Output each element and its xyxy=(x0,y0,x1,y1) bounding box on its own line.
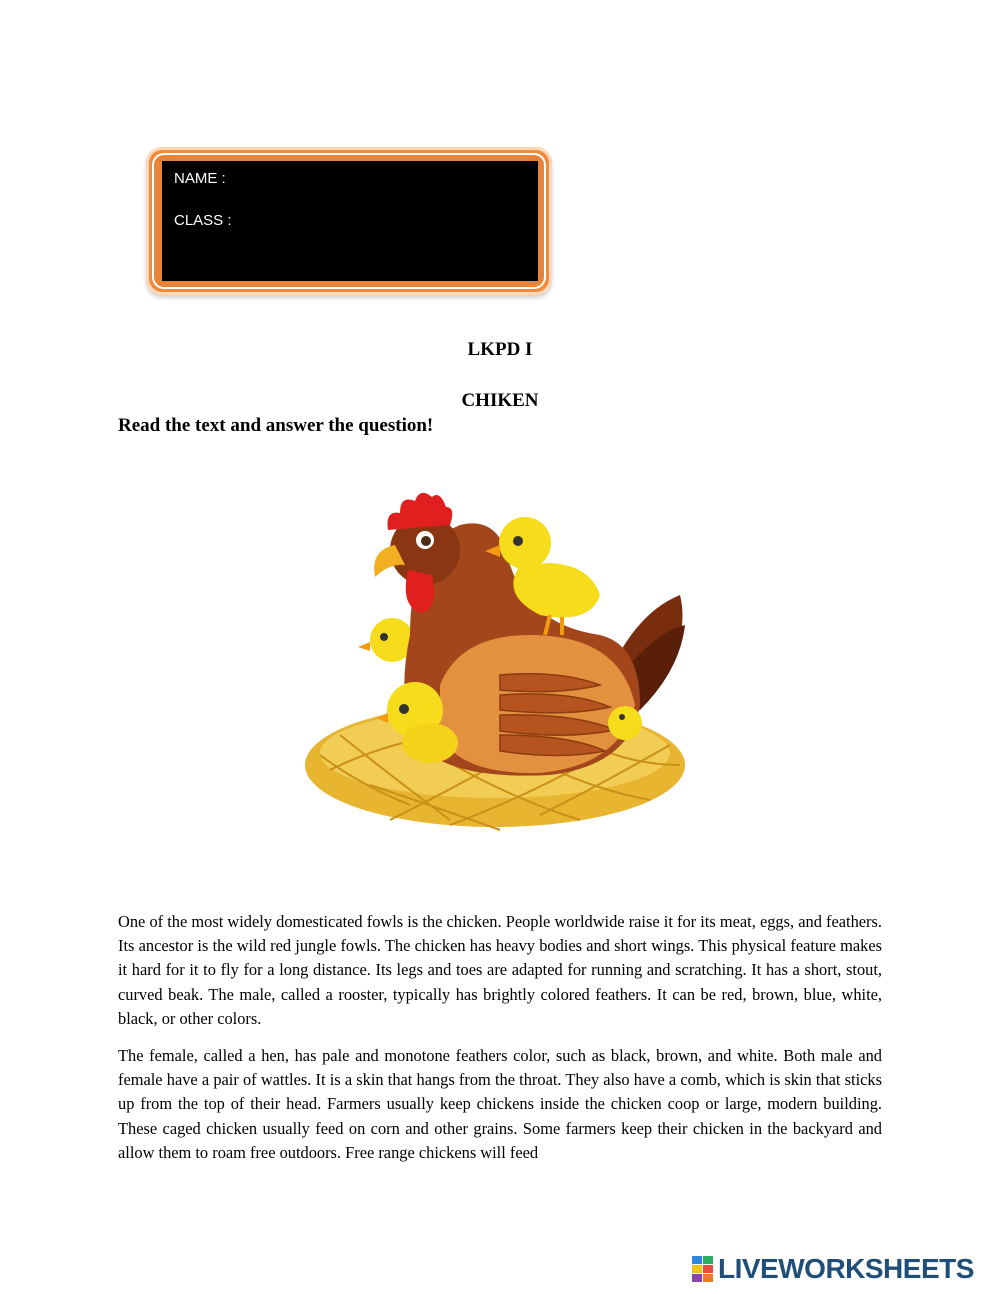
liveworksheets-logo-text: LIVEWORKSHEETS xyxy=(718,1253,974,1284)
liveworksheets-logo xyxy=(692,1253,974,1285)
reading-paragraph-1: One of the most widely domesticated fowls is the chicken. People worldwide raise it for its meat, eggs, and feathers. Its ancestor is the wild red jungle fowls. The chicken has heavy bodies and short wings. This physical feature makes it hard for it to fly for a long distance. Its legs and toes are adapted for running and scratching. It has a short, stout, curved beak. The male, called a rooster, typically has brightly colored feathers. It can be red, brown, blue, white, black, or other colors. xyxy=(118,912,882,1028)
name-label: NAME : xyxy=(174,170,226,187)
page-title: LKPD I xyxy=(467,339,533,360)
class-label: CLASS : xyxy=(174,212,232,229)
page-subtitle: CHIKEN xyxy=(461,390,539,411)
instruction-text: Read the text and answer the question! xyxy=(118,415,434,436)
hen-illustration xyxy=(300,485,700,855)
reading-paragraph-2: The female, called a hen, has pale and monotone feathers color, such as black, brown, and white. Both male and female have a pair of wattles. It is a skin that hangs from the throat. They also have a comb, which is skin that sticks up from the top of their head. Farmers usually keep chickens inside the chicken coop or large, modern building. These caged chicken usually feed on corn and other grains. Some farmers keep their chicken in the backyard and allow them to roam free outdoors. Free range chickens will feed xyxy=(118,1046,882,1162)
liveworksheets-logo-icon xyxy=(692,1256,714,1282)
